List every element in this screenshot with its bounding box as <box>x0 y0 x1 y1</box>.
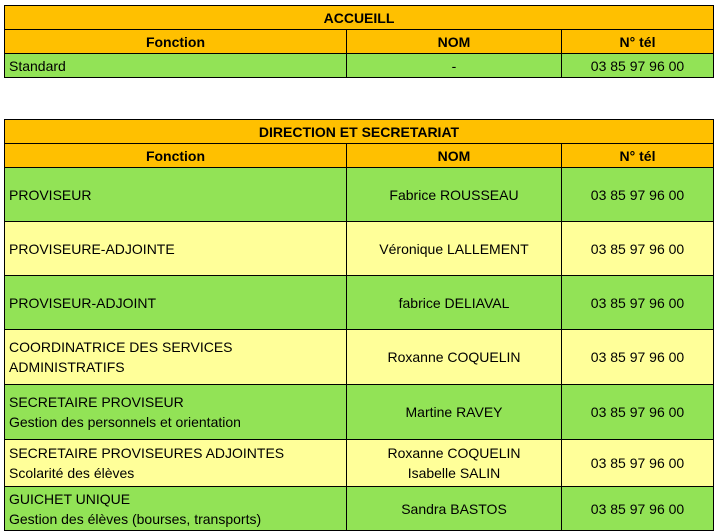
accueil-title: ACCUEILL <box>5 6 714 30</box>
cell-fonction-line: PROVISEUR-ADJOINT <box>9 294 157 311</box>
cell-fonction <box>5 222 347 276</box>
table-row <box>5 168 714 222</box>
table-row <box>5 330 714 385</box>
cell-nom-line: Roxanne COQUELIN <box>387 445 521 461</box>
cell-nom-line: Sandra BASTOS <box>401 500 507 517</box>
header-tel: N° tél <box>562 30 714 54</box>
cell-tel: 03 85 97 96 00 <box>562 487 714 531</box>
cell-fonction-line: SECRETAIRE PROVISEUR <box>9 394 184 410</box>
direction-header-row <box>5 144 714 168</box>
header-nom: NOM <box>347 30 562 54</box>
cell-tel: 03 85 97 96 00 <box>562 276 714 330</box>
header-fonction: Fonction <box>5 144 347 168</box>
cell-fonction <box>5 330 347 385</box>
direction-title: DIRECTION ET SECRETARIAT <box>5 120 714 144</box>
direction-title-row <box>5 120 714 144</box>
cell-fonction-line: SECRETAIRE PROVISEURES ADJOINTES <box>9 445 285 461</box>
table-row <box>5 222 714 276</box>
cell-fonction-line: PROVISEURE-ADJOINTE <box>9 240 175 257</box>
cell-tel: 03 85 97 96 00 <box>562 222 714 276</box>
cell-nom-line: Martine RAVEY <box>405 404 503 420</box>
cell-fonction-line: Gestion des personnels et orientation <box>9 414 241 430</box>
cell-fonction: Standard <box>5 54 347 78</box>
cell-nom <box>347 385 562 440</box>
cell-tel: 03 85 97 96 00 <box>562 54 714 78</box>
accueil-table <box>4 5 714 78</box>
cell-fonction-line: Scolarité des élèves <box>9 465 135 481</box>
cell-nom <box>347 487 562 531</box>
cell-tel: 03 85 97 96 00 <box>562 330 714 385</box>
cell-fonction-line: GUICHET UNIQUE <box>9 490 131 507</box>
cell-fonction-line: Gestion des élèves (bourses, transports) <box>9 510 262 527</box>
cell-nom-line: Isabelle SALIN <box>407 465 501 481</box>
cell-tel: 03 85 97 96 00 <box>562 440 714 487</box>
cell-tel: 03 85 97 96 00 <box>562 168 714 222</box>
cell-fonction <box>5 487 347 531</box>
table-row <box>5 385 714 440</box>
cell-nom <box>347 276 562 330</box>
cell-nom: - <box>347 54 562 78</box>
table-row <box>5 487 714 531</box>
cell-nom-line: Fabrice ROUSSEAU <box>389 186 519 203</box>
cell-tel: 03 85 97 96 00 <box>562 385 714 440</box>
cell-nom <box>347 168 562 222</box>
direction-table <box>4 119 714 531</box>
accueil-title-row <box>5 6 714 30</box>
table-row <box>5 276 714 330</box>
table-row <box>5 54 714 78</box>
header-nom: NOM <box>347 144 562 168</box>
cell-fonction <box>5 440 347 487</box>
cell-fonction-line: ADMINISTRATIFS <box>9 359 125 375</box>
cell-nom-line: fabrice DELIAVAL <box>398 294 510 311</box>
accueil-header-row <box>5 30 714 54</box>
header-fonction: Fonction <box>5 30 347 54</box>
cell-nom-line: Roxanne COQUELIN <box>387 349 521 365</box>
header-tel: N° tél <box>562 144 714 168</box>
cell-nom-line: Véronique LALLEMENT <box>379 240 529 257</box>
cell-fonction <box>5 276 347 330</box>
cell-fonction-line: PROVISEUR <box>9 186 92 203</box>
cell-nom <box>347 222 562 276</box>
cell-fonction <box>5 168 347 222</box>
table-row <box>5 440 714 487</box>
cell-fonction <box>5 385 347 440</box>
cell-nom <box>347 440 562 487</box>
cell-fonction-line: COORDINATRICE DES SERVICES <box>9 339 233 355</box>
cell-nom <box>347 330 562 385</box>
